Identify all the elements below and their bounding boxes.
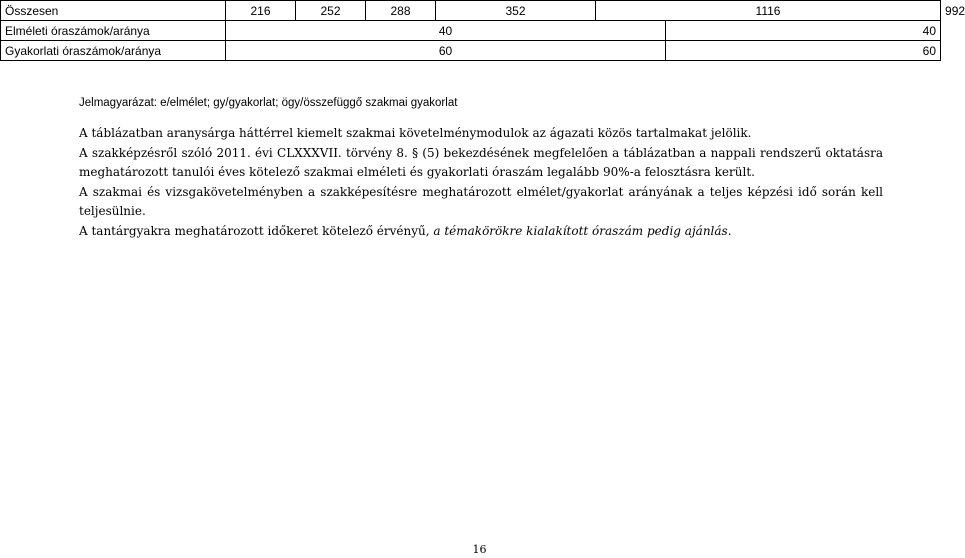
note-paragraph-1: A táblázatban aranysárga háttérrel kiemelt szakmai követelménymodulok az ágazati közös tartalmakat jelölik. <box>79 126 752 140</box>
note-paragraph-3: A szakmai és vizsgakövetelményben a szakképesítésre meghatározott elmélet/gyakorlat arányának a teljes képzési idő során kell teljesülnie. <box>79 184 883 218</box>
note-4-text: A tantárgyakra meghatározott időkeret kötelező érvényű, <box>79 223 434 238</box>
row-label-theory: Elméleti óraszámok/aránya <box>1 21 226 41</box>
row-label-total: Összesen <box>1 1 226 21</box>
table-row-theory <box>1 21 941 41</box>
note-4-end: . <box>727 223 732 238</box>
cell-total-3: 288 <box>366 1 436 21</box>
row-label-practice: Gyakorlati óraszámok/aránya <box>1 41 226 61</box>
cell-total-4: 352 <box>436 1 596 21</box>
notes-section <box>79 124 883 241</box>
table-row-practice <box>1 41 941 61</box>
cell-practice-2: 60 <box>666 41 941 61</box>
page-number: 16 <box>472 543 487 556</box>
cell-total-5: 1116 <box>596 1 941 21</box>
note-paragraph-4 <box>79 222 883 242</box>
table-row-total: Összesen 216 252 288 352 1116 992 <box>1 1 941 21</box>
cell-total-1: 216 <box>226 1 296 21</box>
cell-total-2: 252 <box>296 1 366 21</box>
cell-theory-1: 40 <box>226 21 666 41</box>
hours-summary-table <box>0 0 965 61</box>
note-paragraph-2: A szakképzésről szóló 2011. évi CLXXXVII. törvény 8. § (5) bekezdésének megfelelően a táblázatban a nappali rendszerű oktatásra meghatározott tanulói éves kötelező szakmai elméleti és gyakorlati óraszám legalább 90%-a felosztásra került. <box>79 145 883 179</box>
note-4-italic-text: a témakörökre kialakított óraszám pedig ajánlás <box>433 223 728 238</box>
cell-practice-1: 60 <box>226 41 666 61</box>
cell-theory-2: 40 <box>666 21 941 41</box>
legend-text: Jelmagyarázat: e/elmélet; gy/gyakorlat; ögy/összefüggő szakmai gyakorlat <box>79 97 458 109</box>
